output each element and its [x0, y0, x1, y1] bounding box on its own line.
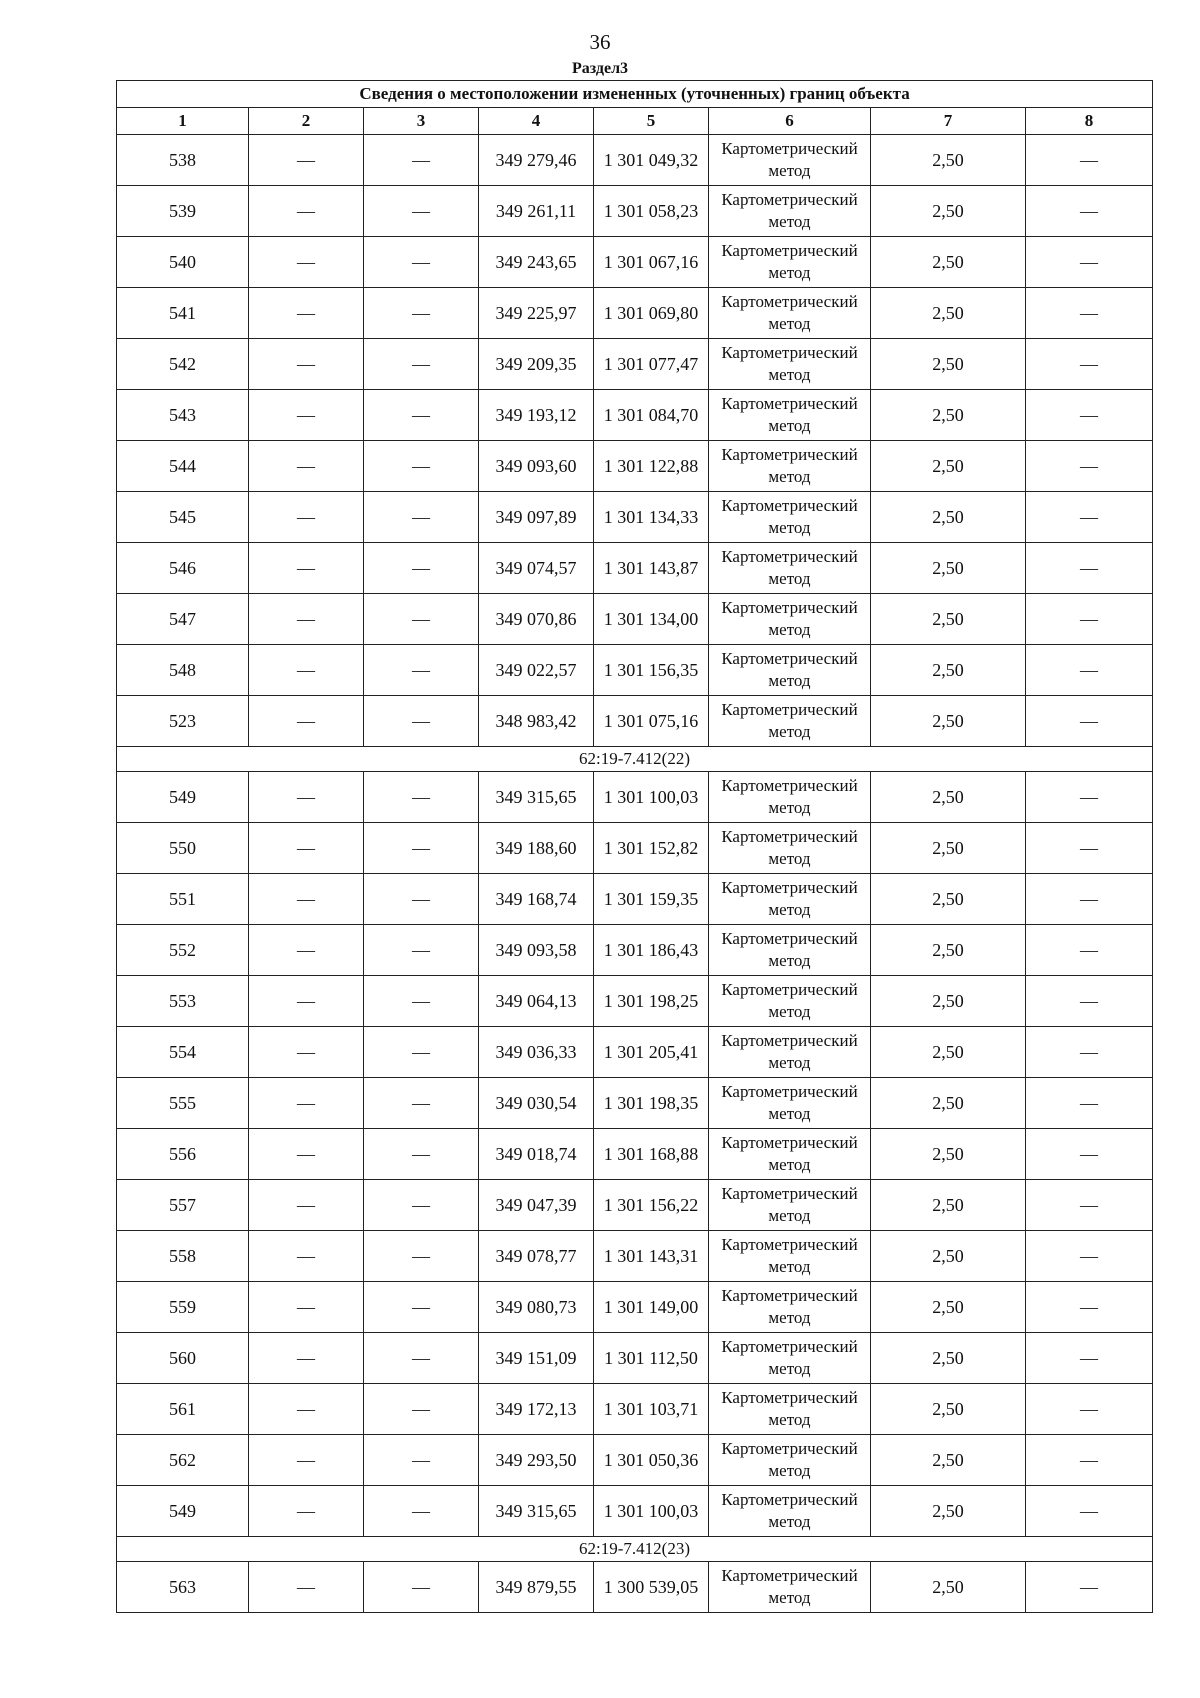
group-label: 62:19-7.412(22) — [117, 747, 1153, 772]
point-number-cell: 549 — [117, 772, 249, 823]
group-header-row — [117, 747, 1153, 772]
accuracy-cell: 2,50 — [871, 492, 1026, 543]
point-number-cell: 543 — [117, 390, 249, 441]
y-coordinate-cell: 1 301 186,43 — [594, 925, 709, 976]
col2-cell: — — [249, 339, 364, 390]
method-cell: Картометрический метод — [709, 1129, 871, 1180]
col2-cell: — — [249, 1078, 364, 1129]
point-number-cell: 549 — [117, 1486, 249, 1537]
method-cell: Картометрический метод — [709, 772, 871, 823]
point-number-cell: 554 — [117, 1027, 249, 1078]
col3-cell: — — [364, 823, 479, 874]
x-coordinate-cell: 349 078,77 — [479, 1231, 594, 1282]
accuracy-cell: 2,50 — [871, 441, 1026, 492]
table-row — [117, 1231, 1153, 1282]
col3-cell: — — [364, 1282, 479, 1333]
method-cell: Картометрический метод — [709, 543, 871, 594]
point-number-cell: 558 — [117, 1231, 249, 1282]
point-number-cell: 541 — [117, 288, 249, 339]
y-coordinate-cell: 1 301 100,03 — [594, 1486, 709, 1537]
col3-cell: — — [364, 135, 479, 186]
column-header: 8 — [1026, 108, 1153, 135]
y-coordinate-cell: 1 301 205,41 — [594, 1027, 709, 1078]
col3-cell: — — [364, 1333, 479, 1384]
y-coordinate-cell: 1 301 049,32 — [594, 135, 709, 186]
col8-cell: — — [1026, 1384, 1153, 1435]
y-coordinate-cell: 1 301 159,35 — [594, 874, 709, 925]
point-number-cell: 552 — [117, 925, 249, 976]
x-coordinate-cell: 349 225,97 — [479, 288, 594, 339]
col3-cell: — — [364, 543, 479, 594]
method-cell: Картометрический метод — [709, 288, 871, 339]
col2-cell: — — [249, 135, 364, 186]
accuracy-cell: 2,50 — [871, 390, 1026, 441]
x-coordinate-cell: 349 315,65 — [479, 772, 594, 823]
column-header: 2 — [249, 108, 364, 135]
y-coordinate-cell: 1 301 069,80 — [594, 288, 709, 339]
y-coordinate-cell: 1 301 077,47 — [594, 339, 709, 390]
x-coordinate-cell: 349 070,86 — [479, 594, 594, 645]
col8-cell: — — [1026, 594, 1153, 645]
column-header: 3 — [364, 108, 479, 135]
page-number: 36 — [589, 30, 611, 54]
table-row — [117, 925, 1153, 976]
col3-cell: — — [364, 339, 479, 390]
method-cell: Картометрический метод — [709, 645, 871, 696]
col3-cell: — — [364, 1078, 479, 1129]
col8-cell: — — [1026, 237, 1153, 288]
x-coordinate-cell: 349 193,12 — [479, 390, 594, 441]
method-cell: Картометрический метод — [709, 339, 871, 390]
x-coordinate-cell: 349 097,89 — [479, 492, 594, 543]
y-coordinate-cell: 1 301 084,70 — [594, 390, 709, 441]
table-row — [117, 1384, 1153, 1435]
point-number-cell: 551 — [117, 874, 249, 925]
col8-cell: — — [1026, 696, 1153, 747]
point-number-cell: 562 — [117, 1435, 249, 1486]
table-row — [117, 594, 1153, 645]
accuracy-cell: 2,50 — [871, 1231, 1026, 1282]
col3-cell: — — [364, 1231, 479, 1282]
point-number-cell: 539 — [117, 186, 249, 237]
x-coordinate-cell: 349 093,58 — [479, 925, 594, 976]
table-row — [117, 186, 1153, 237]
col2-cell: — — [249, 645, 364, 696]
table-row — [117, 1435, 1153, 1486]
point-number-cell: 548 — [117, 645, 249, 696]
method-cell: Картометрический метод — [709, 1384, 871, 1435]
col8-cell: — — [1026, 874, 1153, 925]
table-row — [117, 288, 1153, 339]
col8-cell: — — [1026, 1435, 1153, 1486]
point-number-cell: 557 — [117, 1180, 249, 1231]
table-row — [117, 823, 1153, 874]
x-coordinate-cell: 349 243,65 — [479, 237, 594, 288]
y-coordinate-cell: 1 301 122,88 — [594, 441, 709, 492]
col8-cell: — — [1026, 645, 1153, 696]
x-coordinate-cell: 349 030,54 — [479, 1078, 594, 1129]
table-row — [117, 237, 1153, 288]
accuracy-cell: 2,50 — [871, 1333, 1026, 1384]
accuracy-cell: 2,50 — [871, 1078, 1026, 1129]
point-number-cell: 545 — [117, 492, 249, 543]
col8-cell: — — [1026, 441, 1153, 492]
point-number-cell: 563 — [117, 1562, 249, 1613]
x-coordinate-cell: 349 080,73 — [479, 1282, 594, 1333]
method-cell: Картометрический метод — [709, 1486, 871, 1537]
accuracy-cell: 2,50 — [871, 645, 1026, 696]
col2-cell: — — [249, 925, 364, 976]
col2-cell: — — [249, 1282, 364, 1333]
x-coordinate-cell: 349 064,13 — [479, 976, 594, 1027]
point-number-cell: 542 — [117, 339, 249, 390]
table-row — [117, 1027, 1153, 1078]
col2-cell: — — [249, 594, 364, 645]
table-row — [117, 1180, 1153, 1231]
method-cell: Картометрический метод — [709, 696, 871, 747]
coordinates-table — [116, 80, 1153, 1613]
col2-cell: — — [249, 1231, 364, 1282]
column-header: 4 — [479, 108, 594, 135]
col8-cell: — — [1026, 390, 1153, 441]
method-cell: Картометрический метод — [709, 135, 871, 186]
accuracy-cell: 2,50 — [871, 874, 1026, 925]
col8-cell: — — [1026, 823, 1153, 874]
accuracy-cell: 2,50 — [871, 1282, 1026, 1333]
table-row — [117, 976, 1153, 1027]
point-number-cell: 544 — [117, 441, 249, 492]
accuracy-cell: 2,50 — [871, 594, 1026, 645]
accuracy-cell: 2,50 — [871, 1562, 1026, 1613]
y-coordinate-cell: 1 301 198,25 — [594, 976, 709, 1027]
table-row — [117, 543, 1153, 594]
method-cell: Картометрический метод — [709, 237, 871, 288]
table-row — [117, 441, 1153, 492]
col8-cell: — — [1026, 1129, 1153, 1180]
table-row — [117, 874, 1153, 925]
col3-cell: — — [364, 1027, 479, 1078]
method-cell: Картометрический метод — [709, 1078, 871, 1129]
col2-cell: — — [249, 696, 364, 747]
method-cell: Картометрический метод — [709, 1282, 871, 1333]
col8-cell: — — [1026, 1231, 1153, 1282]
col2-cell: — — [249, 772, 364, 823]
col2-cell: — — [249, 288, 364, 339]
x-coordinate-cell: 349 151,09 — [479, 1333, 594, 1384]
col2-cell: — — [249, 874, 364, 925]
col3-cell: — — [364, 186, 479, 237]
y-coordinate-cell: 1 301 134,33 — [594, 492, 709, 543]
y-coordinate-cell: 1 301 168,88 — [594, 1129, 709, 1180]
point-number-cell: 538 — [117, 135, 249, 186]
y-coordinate-cell: 1 301 134,00 — [594, 594, 709, 645]
accuracy-cell: 2,50 — [871, 1435, 1026, 1486]
x-coordinate-cell: 349 168,74 — [479, 874, 594, 925]
y-coordinate-cell: 1 301 075,16 — [594, 696, 709, 747]
accuracy-cell: 2,50 — [871, 696, 1026, 747]
col3-cell: — — [364, 1384, 479, 1435]
accuracy-cell: 2,50 — [871, 288, 1026, 339]
table-row — [117, 1562, 1153, 1613]
x-coordinate-cell: 349 022,57 — [479, 645, 594, 696]
table-row — [117, 1282, 1153, 1333]
table-row — [117, 1486, 1153, 1537]
col2-cell: — — [249, 1562, 364, 1613]
table-header-row — [117, 108, 1153, 135]
accuracy-cell: 2,50 — [871, 823, 1026, 874]
point-number-cell: 559 — [117, 1282, 249, 1333]
y-coordinate-cell: 1 301 050,36 — [594, 1435, 709, 1486]
col8-cell: — — [1026, 1486, 1153, 1537]
col2-cell: — — [249, 1435, 364, 1486]
accuracy-cell: 2,50 — [871, 237, 1026, 288]
y-coordinate-cell: 1 301 152,82 — [594, 823, 709, 874]
x-coordinate-cell: 349 047,39 — [479, 1180, 594, 1231]
table-row — [117, 1129, 1153, 1180]
method-cell: Картометрический метод — [709, 492, 871, 543]
col3-cell: — — [364, 441, 479, 492]
col2-cell: — — [249, 390, 364, 441]
col8-cell: — — [1026, 976, 1153, 1027]
col3-cell: — — [364, 237, 479, 288]
col8-cell: — — [1026, 925, 1153, 976]
accuracy-cell: 2,50 — [871, 976, 1026, 1027]
column-header: 1 — [117, 108, 249, 135]
col3-cell: — — [364, 1562, 479, 1613]
col8-cell: — — [1026, 1078, 1153, 1129]
point-number-cell: 560 — [117, 1333, 249, 1384]
table-caption: Сведения о местоположении измененных (уточненных) границ объекта — [117, 81, 1153, 108]
col2-cell: — — [249, 441, 364, 492]
point-number-cell: 556 — [117, 1129, 249, 1180]
column-header: 5 — [594, 108, 709, 135]
table-body — [117, 135, 1153, 1613]
x-coordinate-cell: 349 093,60 — [479, 441, 594, 492]
col3-cell: — — [364, 976, 479, 1027]
y-coordinate-cell: 1 301 067,16 — [594, 237, 709, 288]
x-coordinate-cell: 349 188,60 — [479, 823, 594, 874]
y-coordinate-cell: 1 301 100,03 — [594, 772, 709, 823]
col3-cell: — — [364, 288, 479, 339]
y-coordinate-cell: 1 300 539,05 — [594, 1562, 709, 1613]
col2-cell: — — [249, 492, 364, 543]
method-cell: Картометрический метод — [709, 1180, 871, 1231]
col2-cell: — — [249, 1180, 364, 1231]
column-header: 6 — [709, 108, 871, 135]
col2-cell: — — [249, 543, 364, 594]
method-cell: Картометрический метод — [709, 925, 871, 976]
x-coordinate-cell: 349 036,33 — [479, 1027, 594, 1078]
col3-cell: — — [364, 1435, 479, 1486]
col8-cell: — — [1026, 1282, 1153, 1333]
col8-cell: — — [1026, 186, 1153, 237]
col3-cell: — — [364, 492, 479, 543]
method-cell: Картометрический метод — [709, 1435, 871, 1486]
col3-cell: — — [364, 772, 479, 823]
col3-cell: — — [364, 390, 479, 441]
method-cell: Картометрический метод — [709, 1562, 871, 1613]
accuracy-cell: 2,50 — [871, 772, 1026, 823]
accuracy-cell: 2,50 — [871, 1384, 1026, 1435]
accuracy-cell: 2,50 — [871, 1129, 1026, 1180]
method-cell: Картометрический метод — [709, 594, 871, 645]
y-coordinate-cell: 1 301 103,71 — [594, 1384, 709, 1435]
col8-cell: — — [1026, 1562, 1153, 1613]
point-number-cell: 561 — [117, 1384, 249, 1435]
point-number-cell: 547 — [117, 594, 249, 645]
col8-cell: — — [1026, 288, 1153, 339]
point-number-cell: 553 — [117, 976, 249, 1027]
col8-cell: — — [1026, 1180, 1153, 1231]
col2-cell: — — [249, 823, 364, 874]
method-cell: Картометрический метод — [709, 1231, 871, 1282]
method-cell: Картометрический метод — [709, 186, 871, 237]
method-cell: Картометрический метод — [709, 874, 871, 925]
group-header-row — [117, 1537, 1153, 1562]
col8-cell: — — [1026, 492, 1153, 543]
table-row — [117, 696, 1153, 747]
accuracy-cell: 2,50 — [871, 1486, 1026, 1537]
col3-cell: — — [364, 645, 479, 696]
x-coordinate-cell: 349 074,57 — [479, 543, 594, 594]
col3-cell: — — [364, 1129, 479, 1180]
accuracy-cell: 2,50 — [871, 186, 1026, 237]
y-coordinate-cell: 1 301 143,31 — [594, 1231, 709, 1282]
x-coordinate-cell: 349 172,13 — [479, 1384, 594, 1435]
col2-cell: — — [249, 976, 364, 1027]
point-number-cell: 555 — [117, 1078, 249, 1129]
col8-cell: — — [1026, 543, 1153, 594]
col3-cell: — — [364, 1486, 479, 1537]
method-cell: Картометрический метод — [709, 1333, 871, 1384]
table-row — [117, 1333, 1153, 1384]
col3-cell: — — [364, 696, 479, 747]
point-number-cell: 523 — [117, 696, 249, 747]
x-coordinate-cell: 349 315,65 — [479, 1486, 594, 1537]
accuracy-cell: 2,50 — [871, 1180, 1026, 1231]
x-coordinate-cell: 348 983,42 — [479, 696, 594, 747]
x-coordinate-cell: 349 879,55 — [479, 1562, 594, 1613]
accuracy-cell: 2,50 — [871, 135, 1026, 186]
table-row — [117, 492, 1153, 543]
col2-cell: — — [249, 1027, 364, 1078]
section-title: Раздел3 — [571, 60, 629, 77]
col2-cell: — — [249, 1333, 364, 1384]
col8-cell: — — [1026, 1333, 1153, 1384]
y-coordinate-cell: 1 301 143,87 — [594, 543, 709, 594]
col2-cell: — — [249, 1129, 364, 1180]
method-cell: Картометрический метод — [709, 976, 871, 1027]
y-coordinate-cell: 1 301 149,00 — [594, 1282, 709, 1333]
x-coordinate-cell: 349 261,11 — [479, 186, 594, 237]
col2-cell: — — [249, 1486, 364, 1537]
accuracy-cell: 2,50 — [871, 339, 1026, 390]
col3-cell: — — [364, 925, 479, 976]
x-coordinate-cell: 349 209,35 — [479, 339, 594, 390]
y-coordinate-cell: 1 301 156,35 — [594, 645, 709, 696]
table-row — [117, 390, 1153, 441]
y-coordinate-cell: 1 301 198,35 — [594, 1078, 709, 1129]
col2-cell: — — [249, 186, 364, 237]
col8-cell: — — [1026, 772, 1153, 823]
method-cell: Картометрический метод — [709, 390, 871, 441]
table-row — [117, 645, 1153, 696]
table-caption-row — [117, 81, 1153, 108]
x-coordinate-cell: 349 293,50 — [479, 1435, 594, 1486]
accuracy-cell: 2,50 — [871, 925, 1026, 976]
accuracy-cell: 2,50 — [871, 1027, 1026, 1078]
column-header: 7 — [871, 108, 1026, 135]
col3-cell: — — [364, 1180, 479, 1231]
y-coordinate-cell: 1 301 156,22 — [594, 1180, 709, 1231]
point-number-cell: 540 — [117, 237, 249, 288]
accuracy-cell: 2,50 — [871, 543, 1026, 594]
x-coordinate-cell: 349 018,74 — [479, 1129, 594, 1180]
point-number-cell: 546 — [117, 543, 249, 594]
table-row — [117, 772, 1153, 823]
table-row — [117, 135, 1153, 186]
table-row — [117, 339, 1153, 390]
method-cell: Картометрический метод — [709, 823, 871, 874]
col2-cell: — — [249, 1384, 364, 1435]
col2-cell: — — [249, 237, 364, 288]
table-row — [117, 1078, 1153, 1129]
col8-cell: — — [1026, 135, 1153, 186]
col3-cell: — — [364, 874, 479, 925]
method-cell: Картометрический метод — [709, 441, 871, 492]
method-cell: Картометрический метод — [709, 1027, 871, 1078]
x-coordinate-cell: 349 279,46 — [479, 135, 594, 186]
group-label: 62:19-7.412(23) — [117, 1537, 1153, 1562]
col3-cell: — — [364, 594, 479, 645]
y-coordinate-cell: 1 301 058,23 — [594, 186, 709, 237]
col8-cell: — — [1026, 339, 1153, 390]
col8-cell: — — [1026, 1027, 1153, 1078]
point-number-cell: 550 — [117, 823, 249, 874]
y-coordinate-cell: 1 301 112,50 — [594, 1333, 709, 1384]
